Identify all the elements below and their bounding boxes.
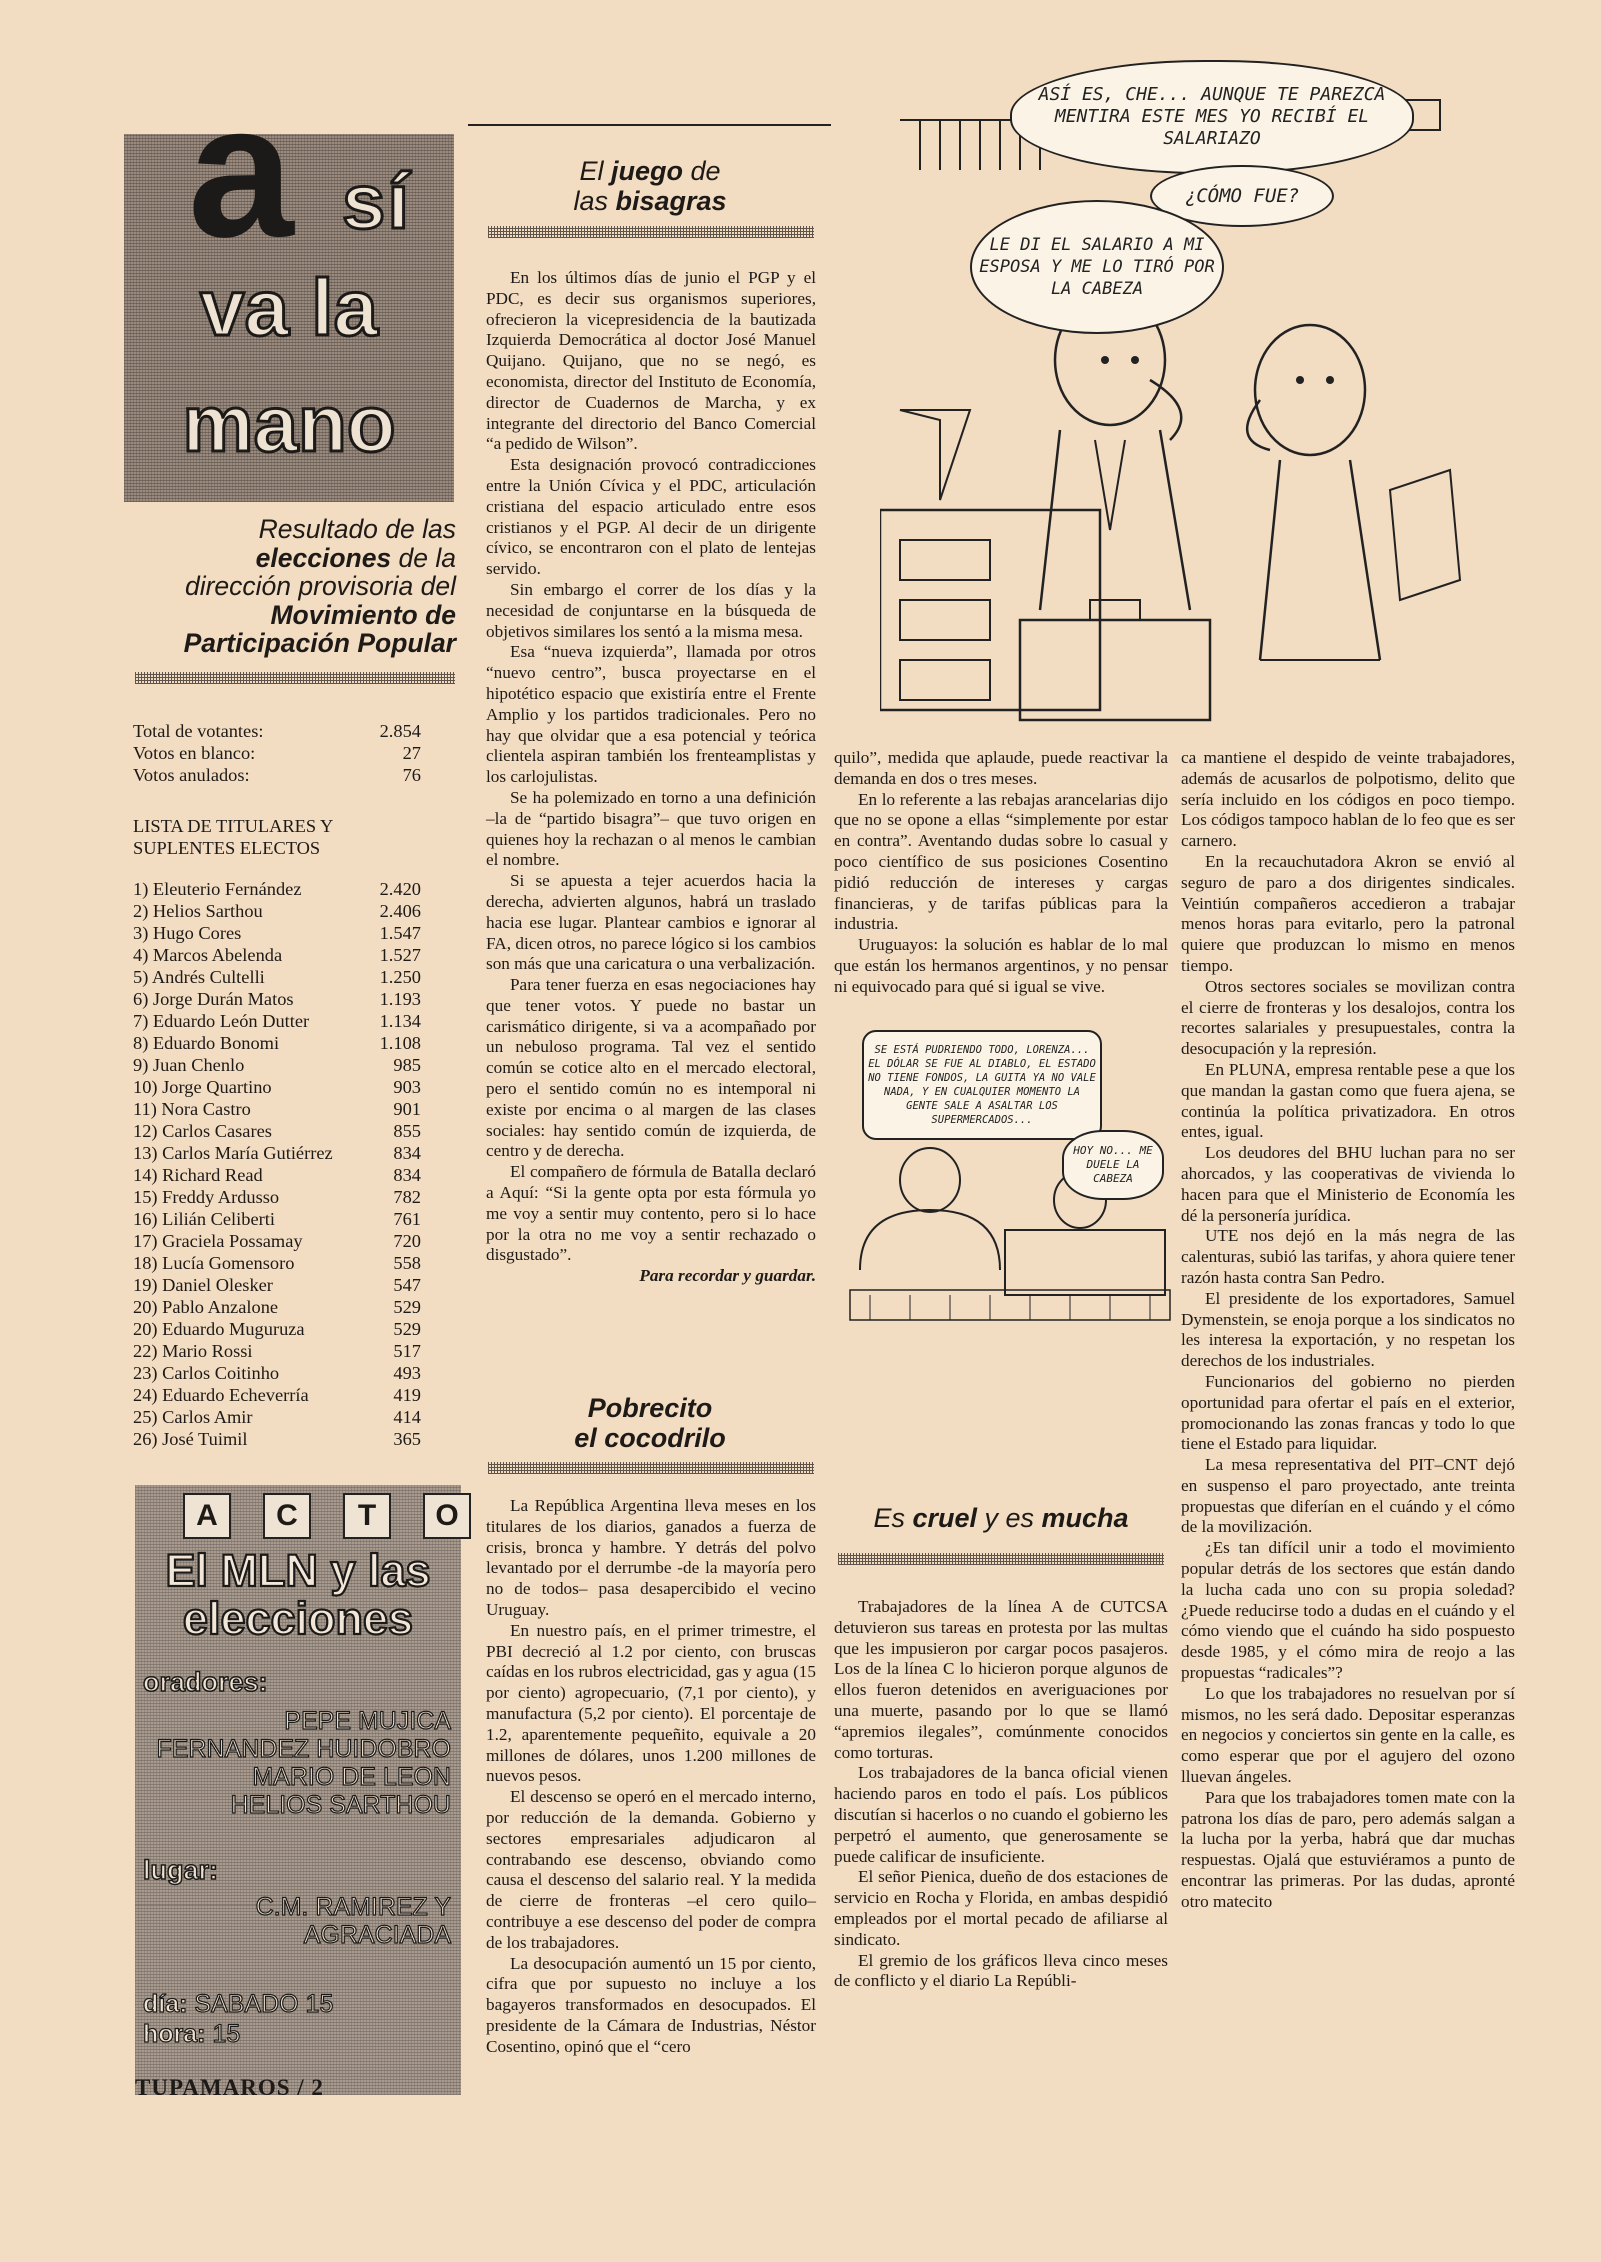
candidate-row — [133, 1098, 421, 1120]
cruel-title-1: Es — [873, 1503, 913, 1533]
acto-lugar-label: lugar: — [143, 1855, 219, 1885]
acto-lugar-1: C.M. RAMIREZ Y — [255, 1893, 451, 1921]
right-col-paragraph: Funcionarios del gobierno no pierden oportunidad para ofertar el país en el exterior, promocionando las zonas francas y todo lo que tiene el Estado para liquidar. — [1181, 1371, 1515, 1454]
candidate-name: 17) Graciela Possamay — [133, 1231, 303, 1251]
mid-col-paragraph: En lo referente a las rebajas arancelarias dijo que no se opone a ellas “simplemente por estar en contra”. Aventando dudas sobre lo casual y poco científico de sus posiciones Cosentino pidió reducción de intereses y cargas financieras, y de tarifas públicas para la industria. — [834, 789, 1168, 934]
results-divider — [135, 672, 455, 684]
right-col-paragraph: Los deudores del BHU luchan para no ser ahorcados, y las cooperativas de vivienda lo hacen para que el Ministerio de Economía les dé la personería jurídica. — [1181, 1143, 1515, 1225]
right-col-paragraph: ¿Es tan difícil unir a todo el movimiento popular detrás de los sectores que están dando la lucha cada uno con su propia soledad? ¿Puede reducirse todo a dudas en el cuándo y el cómo viendo que el cuándo ha sido pospuesto desde 1985, y el cómo mira de reojo a las propuestas “radicales”? — [1181, 1538, 1515, 1683]
acto-box-lower — [135, 1893, 461, 2095]
totals-value: 27 — [402, 743, 421, 763]
candidate-name: 20) Pablo Anzalone — [133, 1297, 279, 1317]
footer-label: TUPAMAROS / 2 — [135, 2075, 324, 2100]
bisagras-paragraph: Para tener fuerza en esas negociaciones hay que tener votos. Y puede no bastar un carismático dirigente, si va a acompañado por un nebuloso programa. Tal vez el sentido común se cotice alto en el mercado electoral, pero el sentido común no es intemporal ni existe por encima o al margen de las clases sociales: hay sentido común de izquierda, de centro y de derecha. — [486, 975, 816, 1161]
candidate-votes: 517 — [393, 1341, 421, 1361]
candidate-votes: 761 — [393, 1209, 421, 1229]
acto-orador: FERNANDEZ HUIDOBRO — [156, 1735, 451, 1763]
candidate-votes: 1.134 — [379, 1011, 421, 1031]
candidate-row — [133, 878, 421, 900]
candidate-votes: 985 — [393, 1055, 421, 1075]
right-col-paragraph: En la recauchutadora Akron se envió al seguro de paro a dos dirigentes sindicales. Veintiún compañeros accedieron a trabajar menos horas para evitarlo, pero la patronal quiere que produzcan lo mismo en menos tiempo. — [1181, 851, 1515, 975]
mid-col-paragraph: quilo”, medida que aplaude, puede reactivar la demanda en dos o tres meses. — [834, 748, 1168, 788]
bisagras-paragraph: Esa “nueva izquierda”, llamada por otros “nuevo centro”, busca proyectarse en el hipotético espacio que existiría entre el Frente Amplio y los partidos tradicionales. Pero no hay que olvidar que a esa potencial y teórica clientela aspiran también los frenteamplistas y los carlojulistas. — [486, 642, 816, 787]
candidate-row — [133, 1384, 421, 1406]
masthead-line1: sí — [342, 157, 412, 245]
acto-hora-label: hora: — [143, 2020, 206, 2048]
candidate-row — [133, 1252, 421, 1274]
bisagras-signoff: Para recordar y guardar. — [639, 1266, 816, 1286]
acto-oradores — [157, 1707, 451, 1819]
candidate-name: 18) Lucía Gomensoro — [133, 1253, 295, 1273]
acto-letter: A — [183, 1493, 231, 1539]
acto-letter: C — [263, 1493, 311, 1539]
mid-col-body — [834, 748, 1168, 998]
candidate-votes: 419 — [393, 1385, 421, 1405]
cartoon-pudriendo-bubble-2: HOY NO... ME DUELE LA CABEZA — [1062, 1130, 1164, 1200]
totals-row — [133, 720, 421, 742]
cocodrilo-paragraph: El descenso se operó en el mercado interno, por reducción de la demanda. Gobierno y sectores empresariales adjudicaron al contrabando ese descenso, obviando como causa el descenso del salario real. Y la medida de cierre de fronteras –el cero quilo– contribuye a ese descenso del poder de compra de los trabajadores. — [486, 1787, 816, 1952]
right-col-paragraph: Para que los trabajadores tomen mate con la patrona los días de paro, pero además salgan a la lucha por la yerba, habrá que dar muchas respuestas. Ojalá que estuviéramos a punto de encontrar las primeras. Por las dudas, apronté otro matecito — [1181, 1787, 1515, 1911]
candidate-row — [133, 1274, 421, 1296]
candidate-row — [133, 1076, 421, 1098]
candidate-votes: 855 — [393, 1121, 421, 1141]
candidate-name: 20) Eduardo Muguruza — [133, 1319, 305, 1339]
totals-row — [133, 742, 421, 764]
cartoon-salariazo-bubble-2: ¿CÓMO FUE? — [1150, 165, 1334, 227]
candidate-name: 4) Marcos Abelenda — [133, 945, 283, 965]
right-col-paragraph: Lo que los trabajadores no resuelvan por sí mismos, no les será dado. Depositar esperanzas en negocios y conciertos sin gente en la calle, es como esperar que por el agujero del ozono lluevan ángeles. — [1181, 1683, 1515, 1787]
candidate-row — [133, 1296, 421, 1318]
bisagras-body — [486, 268, 816, 1287]
cruel-divider — [838, 1553, 1164, 1565]
cocodrilo-paragraph: La desocupación aumentó un 15 por ciento, cifra que por supuesto no incluye a los bagayeros transformados en desocupados. El presidente de la Cámara de Industrias, Néstor Cosentino, opinó que el “cero — [486, 1953, 816, 2056]
candidate-name: 5) Andrés Cultelli — [133, 967, 265, 987]
candidate-row — [133, 1318, 421, 1340]
candidate-row — [133, 900, 421, 922]
acto-oradores-label: oradores: — [143, 1667, 268, 1697]
mid-col-paragraph: Uruguayos: la solución es hablar de lo mal que están los hermanos argentinos, y no pensar ni equivocado para qué si igual se vive. — [834, 935, 1168, 996]
candidate-name: 7) Eduardo León Dutter — [133, 1011, 310, 1031]
candidate-name: 16) Lilián Celiberti — [133, 1209, 275, 1229]
candidate-votes: 2.406 — [379, 901, 421, 921]
results-subtitle-4: dirección provisoria del — [184, 571, 456, 601]
totals-label: Votos anulados: — [133, 765, 250, 785]
masthead-line3: mano — [182, 379, 396, 468]
masthead-big-letter: a — [188, 65, 294, 277]
candidate-row — [133, 1120, 421, 1142]
candidate-row — [133, 1406, 421, 1428]
candidate-row — [133, 1164, 421, 1186]
candidate-votes: 834 — [393, 1165, 421, 1185]
candidate-votes: 493 — [393, 1363, 421, 1383]
masthead — [124, 65, 454, 502]
cartoon-salariazo-bubble-3: LE DI EL SALARIO A MI ESPOSA Y ME LO TIRÓ POR LA CABEZA — [970, 200, 1224, 334]
candidate-votes: 547 — [393, 1275, 421, 1295]
results-subtitle-1: Resultado de las — [258, 514, 456, 544]
bisagras-paragraph: Se ha polemizado en torno a una definición –la de “partido bisagra”– que tuvo origen en quienes hoy la rechazan o al menos le cambian el nombre. — [486, 787, 816, 870]
bisagras-title-3: de — [682, 156, 721, 186]
candidate-name: 26) José Tuimil — [133, 1429, 248, 1449]
acto-dia — [143, 1990, 333, 2019]
results-subtitle-5: Movimiento de — [270, 599, 456, 630]
candidate-votes: 1.250 — [379, 967, 421, 987]
cocodrilo-paragraph: La República Argentina lleva meses en los titulares de los diarios, ganados a fuerza de crisis, bronca y hambre. Y detrás del polvo levantado por el derrumbe -de la mayoría pero no de todos– pasa desapercibido el vecino Uruguay. — [486, 1496, 816, 1619]
candidate-row — [133, 1054, 421, 1076]
candidate-row — [133, 1428, 421, 1450]
cartoon-salariazo-bubble-1: ASÍ ES, CHE... AUNQUE TE PAREZCA MENTIRA ESTE MES YO RECIBÍ EL SALARIAZO — [1010, 60, 1414, 174]
candidates-list — [133, 878, 421, 1450]
candidate-votes: 834 — [393, 1143, 421, 1163]
bisagras-title-2: juego — [610, 156, 683, 186]
right-col-paragraph: La mesa representativa del PIT–CNT dejó en suspenso el paro proyectado, ante treinta propuestas que diferían en el cuándo y el cómo de la movilización. — [1181, 1455, 1515, 1537]
candidate-row — [133, 1230, 421, 1252]
candidate-name: 3) Hugo Cores — [133, 923, 242, 943]
masthead-line2: va la — [200, 263, 378, 352]
totals-row — [133, 764, 421, 786]
bisagras-paragraph: En los últimos días de junio el PGP y el PDC, es decir sus organismos superiores, ofrecieron la vicepresidencia de la bautizada Izquierda Democrática al doctor José Manuel Quijano. Quijano, que no se negó, es economista, director del Instituto de Economía, director de Cuadernos de Marcha, y ex integrante del directorio del Banco Comercial “a pedido de Wilson”. — [486, 268, 816, 454]
candidate-votes: 529 — [393, 1297, 421, 1317]
acto-letters — [183, 1493, 471, 1539]
candidate-name: 25) Carlos Amir — [133, 1407, 253, 1427]
bisagras-title — [470, 156, 830, 216]
candidate-row — [133, 922, 421, 944]
candidate-name: 12) Carlos Casares — [133, 1121, 272, 1141]
cruel-paragraph: Trabajadores de la línea A de CUTCSA detuvieron sus tareas en protesta por las multas que les impusieron por cargar pocos pasajeros. Los de la línea C lo hicieron porque algunos de ellos fueron detenidos en averiguaciones por una muerte, pasando por lo que se llamó “apremios ilegales”, comúnmente conocidos como torturas. — [834, 1597, 1168, 1762]
acto-dia-value: SABADO 15 — [194, 1990, 334, 2018]
candidate-votes: 903 — [393, 1077, 421, 1097]
list-heading — [133, 815, 433, 859]
candidate-row — [133, 1142, 421, 1164]
candidate-name: 1) Eleuterio Fernández — [133, 879, 302, 899]
acto-hora-value: 15 — [212, 2020, 241, 2048]
results-subtitle-2: elecciones — [255, 542, 392, 573]
bisagras-paragraph: El compañero de fórmula de Batalla declaró a Aquí: “Si la gente opta por esta fórmula yo me voy a sentir muy contento, pero si lo hace por la otra no me voy a sentir rechazado o disgustado”. — [486, 1162, 816, 1265]
cruel-title-4: mucha — [1041, 1503, 1129, 1533]
results-subtitle-3: de la — [391, 542, 456, 573]
cruel-title — [834, 1503, 1168, 1533]
candidate-votes: 414 — [393, 1407, 421, 1427]
bisagras-paragraph: Si se apuesta a tejer acuerdos hacia la derecha, advierten algunos, habrá un traslado hacia ese lugar. Plantear cambios e ignorar al FA, dicen otros, no parece lógico si los cambios son más que una caricatura o una verbalización. — [486, 871, 816, 974]
candidate-row — [133, 1010, 421, 1032]
candidate-votes: 782 — [393, 1187, 421, 1207]
candidate-name: 22) Mario Rossi — [133, 1341, 253, 1361]
candidate-name: 14) Richard Read — [133, 1165, 263, 1185]
right-col-body — [1181, 748, 1515, 1913]
cruel-paragraph: Los trabajadores de la banca oficial vienen haciendo paros en todo el país. Los públicos discutían si hacerlos o no cuando el gobierno les perpetró el aumento, que generosamente se puede calificar de insuficiente. — [834, 1763, 1168, 1866]
candidate-votes: 1.527 — [379, 945, 421, 965]
candidate-row — [133, 1208, 421, 1230]
acto-box — [135, 1485, 461, 1905]
results-totals — [133, 720, 421, 786]
right-col-paragraph: Otros sectores sociales se movilizan contra el cierre de fronteras y los desalojos, contra los recortes salariales y presupuestales, contra la desocupación y la represión. — [1181, 976, 1515, 1059]
candidate-votes: 1.193 — [379, 989, 421, 1009]
list-heading-1: LISTA DE TITULARES Y — [133, 816, 334, 836]
cocodrilo-title-2: el cocodrilo — [574, 1423, 726, 1453]
cocodrilo-paragraph: En nuestro país, en el primer trimestre, el PBI decreció al 1.2 por ciento, con bruscas caídas en los rubros electricidad, gas y agua (15 por ciento) agropecuario, (7,1 por ciento), y manufactura (5,2 por ciento). El porcentaje de 1.2, aparentemente pequeñito, equivale a 20 millones de dólares, unos 1.200 millones de nuevos pesos. — [486, 1620, 816, 1786]
list-heading-2: SUPLENTES ELECTOS — [133, 838, 321, 858]
cruel-paragraph: El señor Pienica, dueño de dos estaciones de servicio en Rocha y Florida, en ambas despidió empleados por el mortal pecado de afiliarse al sindicato. — [834, 1867, 1168, 1949]
candidate-row — [133, 1032, 421, 1054]
right-col-paragraph: UTE nos dejó en la más negra de las calenturas, subió las tarifas, y ahora quiere tener razón hasta contra San Pedro. — [1181, 1226, 1515, 1287]
acto-dia-label: día: — [143, 1990, 188, 2018]
acto-hora — [143, 2020, 240, 2049]
bisagras-divider — [488, 226, 814, 238]
cocodrilo-body — [486, 1496, 816, 2058]
candidate-name: 23) Carlos Coitinho — [133, 1363, 280, 1383]
bisagras-title-4: las — [573, 186, 616, 216]
cartoon-pudriendo-bubble-1: SE ESTÁ PUDRIENDO TODO, LORENZA... EL DÓLAR SE FUE AL DIABLO, EL ESTADO NO TIENE FONDOS, LA GUITA YA NO VALE NADA, Y EN CUALQUIER MOMENTO LA GENTE SALE A ASALTAR LOS SUPERMERCADOS... — [862, 1030, 1102, 1140]
candidate-votes: 2.420 — [379, 879, 421, 899]
candidate-row — [133, 944, 421, 966]
acto-lugar — [256, 1893, 451, 1949]
candidate-name: 11) Nora Castro — [133, 1099, 251, 1119]
cocodrilo-title — [470, 1393, 830, 1453]
bisagras-title-1: El — [579, 156, 611, 186]
candidate-name: 19) Daniel Olesker — [133, 1275, 273, 1295]
candidate-name: 6) Jorge Durán Matos — [133, 989, 294, 1009]
cocodrilo-divider — [488, 1462, 814, 1474]
acto-orador: HELIOS SARTHOU — [230, 1791, 451, 1819]
candidate-row — [133, 1362, 421, 1384]
right-col-paragraph: ca mantiene el despido de veinte trabajadores, además de acusarlos de polpotismo, delito que sería incluido en los códigos en poco tiempo. Los códigos tampoco hablan de lo feo que es ser carnero. — [1181, 748, 1515, 851]
candidate-votes: 365 — [393, 1429, 421, 1449]
candidate-row — [133, 1186, 421, 1208]
candidate-votes: 529 — [393, 1319, 421, 1339]
results-subtitle-6: Participación Popular — [183, 628, 456, 658]
candidate-name: 9) Juan Chenlo — [133, 1055, 245, 1075]
candidate-name: 13) Carlos María Gutiérrez — [133, 1143, 333, 1163]
right-col-paragraph: En PLUNA, empresa rentable pese a que los que mandan la gastan como que fuera ajena, se continúa la política privatizadora. En otros entes, igual. — [1181, 1059, 1515, 1142]
cartoon-pudriendo — [840, 1030, 1180, 1325]
candidate-row — [133, 988, 421, 1010]
results-subtitle — [118, 515, 456, 658]
acto-letter: T — [343, 1493, 391, 1539]
top-rule — [468, 124, 831, 126]
totals-label: Total de votantes: — [133, 721, 264, 741]
acto-title — [135, 1547, 461, 1643]
candidate-name: 24) Eduardo Echeverría — [133, 1385, 309, 1405]
cruel-title-2: cruel — [912, 1503, 977, 1533]
cruel-paragraph: El gremio de los gráficos lleva cinco meses de conflicto y el diario La Repúbli- — [834, 1950, 1168, 1991]
bisagras-paragraph: Esta designación provocó contradicciones entre la Unión Cívica y el PDC, articulación cristiana del espacio articulado entre esos cristianos y el PGP. Al decir de un dirigente cívico, se encontraron con el plato de lentejas servido. — [486, 455, 816, 579]
bisagras-title-5: bisagras — [615, 186, 727, 216]
candidate-votes: 1.108 — [379, 1033, 421, 1053]
cruel-title-3: y es — [977, 1503, 1042, 1533]
candidate-votes: 720 — [393, 1231, 421, 1251]
candidate-votes: 901 — [393, 1099, 421, 1119]
candidate-row — [133, 1340, 421, 1362]
candidate-name: 10) Jorge Quartino — [133, 1077, 272, 1097]
cocodrilo-title-1: Pobrecito — [587, 1393, 713, 1423]
candidate-votes: 1.547 — [379, 923, 421, 943]
right-col-paragraph: El presidente de los exportadores, Samuel Dymenstein, se enoja porque a los sindicatos no les interesa la exportación, y no respetan los derechos de los industriales. — [1181, 1288, 1515, 1371]
cruel-body — [834, 1597, 1168, 1992]
totals-label: Votos en blanco: — [133, 743, 256, 763]
acto-title-2: elecciones — [182, 1593, 414, 1644]
totals-value: 2.854 — [379, 721, 421, 741]
acto-title-1: El MLN y las — [165, 1545, 431, 1596]
totals-value: 76 — [402, 765, 421, 785]
candidate-name: 2) Helios Sarthou — [133, 901, 263, 921]
candidate-name: 8) Eduardo Bonomi — [133, 1033, 280, 1053]
cartoon-salariazo — [880, 60, 1480, 730]
candidate-votes: 558 — [393, 1253, 421, 1273]
acto-lugar-2: AGRACIADA — [303, 1921, 451, 1949]
acto-orador: PEPE MUJICA — [284, 1707, 451, 1735]
acto-letter: O — [423, 1493, 471, 1539]
acto-orador: MARIO DE LEON — [252, 1763, 451, 1791]
candidate-row — [133, 966, 421, 988]
candidate-name: 15) Freddy Ardusso — [133, 1187, 280, 1207]
bisagras-paragraph: Sin embargo el correr de los días y la necesidad de conjuntarse en la búsqueda de objetivos similares los sentó a la misma mesa. — [486, 579, 816, 641]
